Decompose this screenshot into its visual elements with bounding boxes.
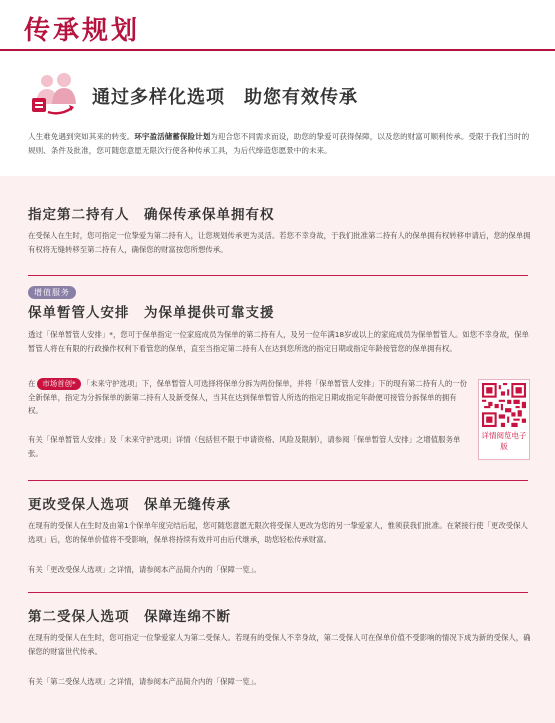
future-option-body (28, 377, 468, 418)
custodian-title: 保单暂管人安排 为保单提供可靠支援 (28, 305, 275, 321)
custodian-details-note: 有关「保单暂管人安排」及「未来守护选项」详情（包括但不限于申请资格、风险及限制），请参阅「保单暂管人安排」之增值服务单张。 (28, 435, 461, 458)
change-insured-title: 更改受保人选项 保单无缝传承 (28, 497, 231, 513)
family-people-icon (28, 72, 82, 118)
hero-title: 通过多样化选项 助您有效传承 (92, 87, 358, 108)
custodian-body: 透过「保单暂管人安排」*，您可于保单指定一位家庭成员为保单的第二持有人，及另一位年满18岁或以上的家庭成员为保单暂管人。如您不幸身故，保单暂管人将在有限的行政操作权利下看管您的保单，直至当指定第二持有人在达到您所选的指定日期或指定年龄接管您的保单拥有权。 (28, 330, 529, 353)
section-divider (28, 275, 528, 276)
intro-prefix: 人生难免遇到突如其来的转变。 (28, 132, 135, 141)
intro-rest: 为迎合您不同需求而设，助您的挚爱可获得保障，以及您的财富可顺利传承。受限于我们当时的规则、条件及批准，您可随您意愿无限次行使各种传承工具，为后代缔造您愿景中的未来。 (28, 132, 530, 155)
future-option-prefix: 在 (28, 379, 36, 388)
qr-code-card[interactable] (478, 379, 530, 460)
plan-name: 环宇盈活储蓄保险计划 (134, 132, 211, 141)
page-title: 传承规划 (24, 16, 141, 46)
second-holder-body: 在受保人在生时，您可指定一位挚爱为第二持有人，让您规划传承更为灵活。若您不幸身故，于我们批准第二持有人的保单拥有权转移申请后，您的保单拥有权将无缝转移至第二持有人，确保您的财富按您所想传承。 (28, 231, 531, 254)
intro-paragraph (28, 130, 533, 158)
market-first-badge: 市场首创* (37, 378, 80, 390)
secondary-insured-title: 第二受保人选项 保障连绵不断 (28, 609, 231, 625)
second-holder-title: 指定第二持有人 确保传承保单拥有权 (28, 207, 275, 223)
title-divider (0, 49, 555, 51)
qr-code-label[interactable]: 详情阅览电子版 (481, 431, 527, 451)
secondary-insured-body: 在现有的受保人在生时，您可指定一位挚爱家人为第二受保人。若现有的受保人不幸身故，第二受保人可在保单价值不受影响的情况下成为新的受保人，确保您的财富世代传承。 (28, 633, 531, 656)
section-divider (28, 480, 528, 481)
change-insured-body: 在现有的受保人在生时及由第1个保单年度完结后起，您可随您意愿无限次将受保人更改为您的另一挚爱家人，惟须获我们批准。在紧接行使「更改受保人选项」后，您的保单价值将不受影响，保单将持续有效并可由后代继承，助您轻松传承财富。 (28, 521, 528, 544)
future-option-rest: 「未来守护选项」下，保单暂管人可选择将保单分拆为两份保单，并将「保单暂管人安排」下的现有第二持有人的一份全新保单，指定为分拆保单的新第二持有人及新受保人，当其在达到保单暂管人所选的指定日期或指定年龄便可接管分拆保单的拥有权。 (28, 379, 467, 415)
value-added-tag: 增值服务 (28, 286, 76, 299)
section-divider (28, 592, 528, 593)
qr-code-icon[interactable] (482, 383, 526, 427)
secondary-insured-note: 有关「第二受保人选项」之详情，请参阅本产品简介内的「保障一览」。 (28, 677, 261, 686)
change-insured-note: 有关「更改受保人选项」之详情，请参阅本产品简介内的「保障一览」。 (28, 565, 261, 574)
